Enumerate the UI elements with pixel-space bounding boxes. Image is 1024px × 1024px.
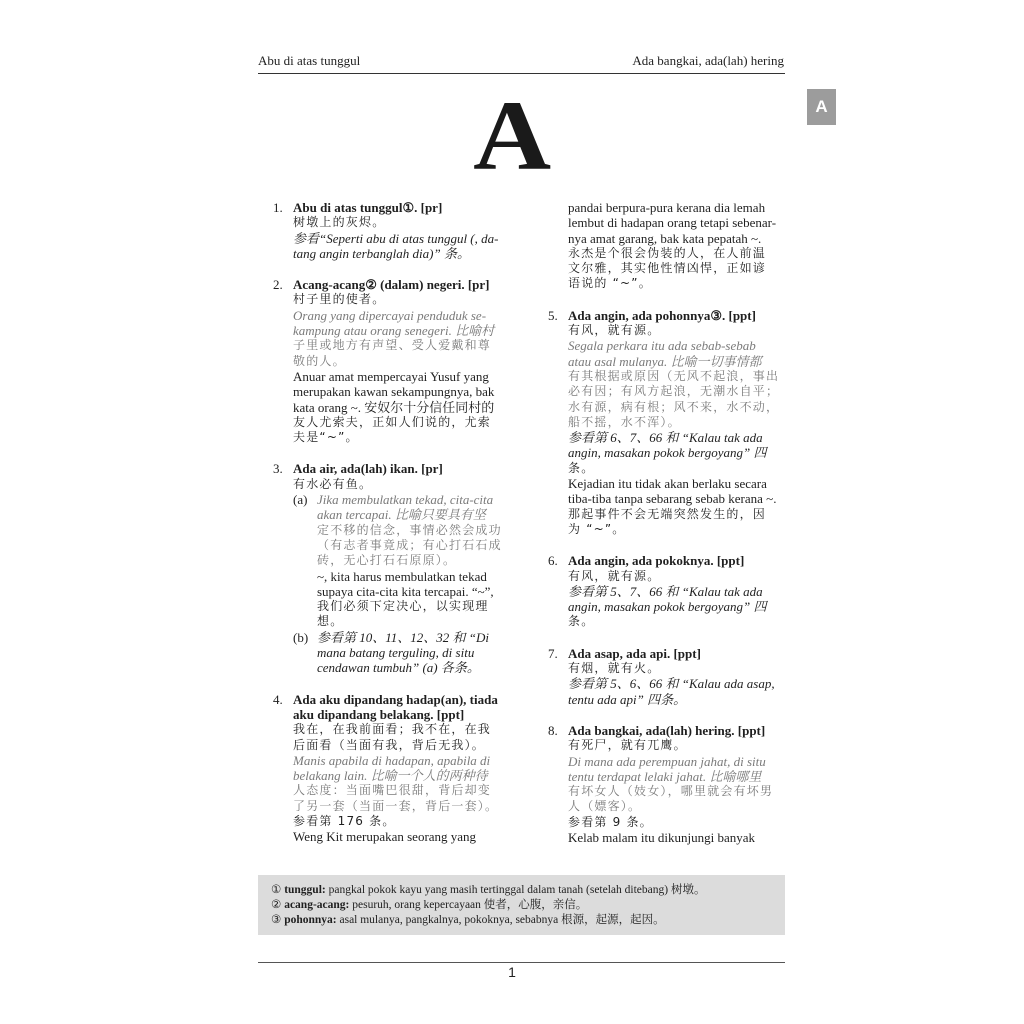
example-text: supaya cita-cita kita tercapai. “~”, — [317, 583, 494, 599]
example-text: Anuar amat mempercayai Yusuf yang — [293, 368, 489, 384]
example-text: lembut di hadapan orang tetapi sebenar- — [568, 215, 777, 231]
entry-4-continued — [548, 200, 777, 292]
cross-reference: 条。 — [568, 460, 595, 475]
cross-reference: 参看第 5、7、66 和 “Kalau tak ada — [568, 583, 763, 599]
meaning-text: 有坏女人（妓女），哪里就会有坏男 — [568, 784, 774, 799]
example-text: merupakan kawan sekampungnya, bak — [293, 384, 495, 400]
example-text: tiba-tiba tanpa sebarang sebab kerana ~. — [568, 491, 777, 507]
entry-number: 3. — [273, 461, 283, 477]
example-text: Weng Kit merupakan seorang yang — [293, 829, 477, 845]
example-text: pandai berpura-pura kerana dia lemah — [568, 200, 766, 215]
entry-number: 6. — [548, 553, 558, 569]
entry-headword: Ada air, ada(lah) ikan. [pr] — [293, 461, 443, 477]
meaning-text: tentu terdapat lelaki jahat. 比喻哪里 — [568, 768, 762, 784]
meaning-text: 船不摇，水不浑）。 — [568, 414, 681, 429]
example-text: Kelab malam itu dikunjungi banyak — [568, 829, 756, 845]
footnote-1 — [271, 883, 705, 898]
entry-headword: Ada angin, ada pokoknya. [ppt] — [568, 553, 745, 569]
entry-2 — [273, 277, 498, 445]
meaning-text: Orang yang dipercayai penduduk se- — [293, 307, 487, 323]
example-translation: 想。 — [317, 614, 344, 629]
meaning-text: kampung atau orang senegeri. 比喻村 — [293, 323, 495, 339]
example-translation: 为 “~”。 — [568, 521, 626, 536]
footnote-term: acang-acang: — [284, 899, 350, 911]
cross-reference: 条。 — [568, 614, 595, 629]
example-text: Kejadian itu tidak akan berlaku secara — [568, 476, 767, 492]
meaning-text: Di mana ada perempuan jahat, di situ — [568, 753, 766, 769]
footnote-text: pesuruh, orang kepercayaan 使者，心腹，亲信。 — [352, 899, 588, 911]
footer-rule — [258, 962, 785, 963]
footnote-mark: ① — [271, 884, 282, 896]
meaning-text: （有志者事竟成；有心打石石成 — [317, 537, 502, 552]
chinese-gloss: 有风，就有源。 — [568, 568, 661, 583]
running-header-left: Abu di atas tunggul — [258, 53, 361, 68]
entry-8 — [548, 723, 773, 845]
example-translation: 夫是“~”。 — [293, 430, 359, 445]
meaning-text: 有其根据或原因（无风不起浪，事出 — [568, 368, 780, 383]
entry-headword: Ada bangkai, ada(lah) hering. [ppt] — [568, 722, 766, 738]
chinese-gloss: 树墩上的灰烬。 — [293, 215, 386, 230]
cross-reference: 参看第 5、6、66 和 “Kalau ada asap, — [568, 676, 775, 692]
footnote-3 — [271, 913, 665, 928]
entry-number: 2. — [273, 277, 283, 293]
meaning-text: atau asal mulanya. 比喻一切事情都 — [568, 353, 762, 369]
example-translation: 那起事件不会无端突然发生的，因 — [568, 506, 767, 521]
example-translation: 文尔雅，其实他性情凶悍，正如谚 — [568, 261, 767, 276]
example-text: nya amat garang, bak kata pepatah ~. — [568, 230, 762, 246]
meaning-text: belakang lain. 比喻一个人的两种待 — [293, 768, 488, 784]
sense-label: (b) — [293, 629, 309, 645]
meaning-text: 人（嫖客）。 — [568, 799, 642, 814]
cross-reference: 参看第 176 条。 — [293, 813, 396, 828]
sense-b — [293, 630, 498, 676]
entry-number: 4. — [273, 691, 283, 707]
meaning-text: 必有因；有风方起浪，无潮水自平； — [568, 384, 780, 399]
thumb-index-tab[interactable]: A — [807, 89, 836, 125]
sense-a — [293, 492, 502, 630]
chinese-gloss: 有水必有鱼。 — [293, 476, 373, 491]
entry-6 — [548, 553, 773, 629]
meaning-text: 子里或地方有声望、受人爱戴和尊 — [293, 338, 492, 353]
entry-headword: Ada aku dipandang hadap(an), tiada — [293, 691, 498, 707]
entry-5 — [548, 307, 780, 537]
footnote-text: pangkal pokok kayu yang masih tertinggal dalam tanah (setelah ditebang) 树墩。 — [328, 884, 706, 896]
right-column — [548, 200, 780, 845]
chinese-gloss: 我在，在我前面看；我不在，在我 — [293, 722, 492, 737]
example-translation: 我们必须下定决心，以实现理 — [317, 599, 489, 614]
meaning-text: 了另一套（当面一套，背后一套）。 — [293, 798, 499, 813]
entry-4 — [273, 692, 498, 845]
meaning-text: 敬的人。 — [293, 353, 346, 368]
cross-reference: mana batang terguling, di situ — [317, 645, 475, 661]
cross-reference: 参看“Seperti abu di atas tunggul (, da- — [293, 230, 499, 246]
entry-number: 1. — [273, 200, 283, 215]
entry-1 — [273, 200, 498, 261]
cross-reference: 参看第 9 条。 — [568, 814, 653, 829]
example-translation: 友人尤索夫，正如人们说的，尤索 — [293, 414, 492, 429]
meaning-text: 水有源，病有根；风不来，水不动， — [568, 399, 780, 414]
chinese-gloss: 后面看（当面有我，背后无我）。 — [293, 737, 486, 752]
entry-headword: Acang-acang② (dalam) negeri. [pr] — [293, 277, 490, 293]
sense-label: (a) — [293, 492, 308, 508]
footnote-term: tunggul: — [284, 884, 326, 896]
entry-number: 5. — [548, 307, 558, 323]
entry-7 — [548, 646, 773, 707]
header-rule — [258, 73, 785, 74]
example-translation: 语说的 “~”。 — [568, 276, 652, 291]
entry-number: 7. — [548, 645, 558, 661]
chinese-gloss: 有烟，就有火。 — [568, 661, 661, 676]
running-header-right: Ada bangkai, ada(lah) hering — [632, 53, 784, 68]
meaning-text: Manis apabila di hadapan, apabila di — [293, 752, 491, 768]
meaning-text: 人态度：当面嘴巴很甜，背后却变 — [293, 783, 492, 798]
cross-reference: tang angin terbanglah dia)” 条。 — [293, 245, 470, 261]
meaning-text: akan tercapai. 比喻只要具有坚 — [317, 507, 486, 523]
cross-reference: 参看第 10、11、12、32 和 “Di — [317, 629, 490, 645]
meaning-text: Jika membulatkan tekad, cita-cita — [317, 492, 494, 508]
page-number: 1 — [508, 964, 516, 980]
footnote-mark: ③ — [271, 914, 282, 926]
cross-reference: cendawan tumbuh” (a) 各条。 — [317, 660, 480, 676]
cross-reference: 参看第 6、7、66 和 “Kalau tak ada — [568, 430, 763, 446]
meaning-text: Segala perkara itu ada sebab-sebab — [568, 338, 756, 354]
cross-reference: angin, masakan pokok bergoyang” 四 — [568, 445, 767, 461]
footnote-mark: ② — [271, 899, 282, 911]
footnote-2 — [271, 898, 587, 913]
meaning-text: 定不移的信念，事情必然会成功 — [317, 522, 502, 537]
section-letter-glyph: A — [473, 80, 551, 191]
entry-headword: Abu di atas tunggul①. [pr] — [293, 200, 443, 215]
chinese-gloss: 村子里的使者。 — [293, 292, 386, 307]
cross-reference: tentu ada api” 四条。 — [568, 691, 687, 707]
entry-headword: aku dipandang belakang. [ppt] — [293, 706, 465, 722]
section-letter — [0, 80, 1024, 191]
left-column — [273, 200, 502, 845]
chinese-gloss: 有风，就有源。 — [568, 323, 661, 338]
entry-3 — [273, 461, 502, 676]
entry-headword: Ada asap, ada api. [ppt] — [568, 645, 701, 661]
meaning-text: 砖，无心打石石原原）。 — [317, 553, 457, 568]
footnote-text: asal mulanya, pangkalnya, pokoknya, sebabnya 根源，起源，起因。 — [339, 914, 665, 926]
cross-reference: angin, masakan pokok bergoyang” 四 — [568, 599, 767, 615]
example-text: ~, kita harus membulatkan tekad — [317, 568, 487, 584]
entry-headword: Ada angin, ada pohonnya③. [ppt] — [568, 307, 756, 323]
chinese-gloss: 有死尸，就有兀鹰。 — [568, 738, 687, 753]
example-translation: 永杰是个很会伪装的人，在人前温 — [568, 245, 767, 260]
example-text: kata orang ~. 安奴尔十分信任同村的 — [293, 399, 495, 415]
footnote-term: pohonnya: — [284, 914, 337, 926]
entry-number: 8. — [548, 722, 558, 738]
